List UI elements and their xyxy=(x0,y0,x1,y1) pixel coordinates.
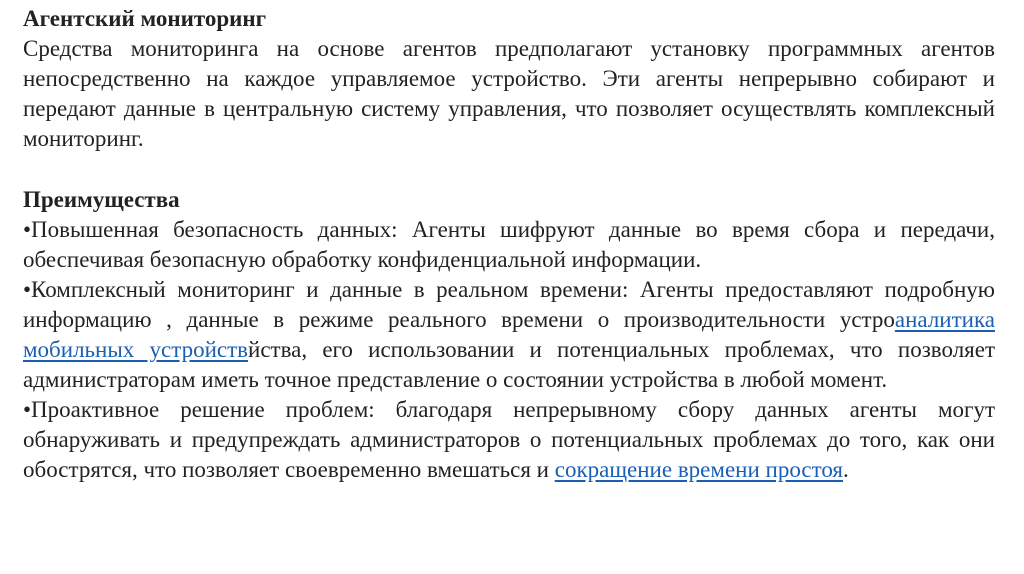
mobile-analytics-link[interactable]: аналитика мобильных устройств xyxy=(23,307,995,362)
bullet-text-before: •Комплексный мониторинг и данные в реальном времени: Агенты предоставляют подробную информацию , данные в режиме реального времени о производительности устро xyxy=(23,277,995,332)
section-title-advantages: Преимущества xyxy=(23,187,180,212)
bullet-text-after: йства, его использовании и потенциальных проблемах, что позволяет администраторам иметь точное представление о состоянии устройства в любой момент. xyxy=(23,337,996,392)
section-spacer xyxy=(23,154,995,185)
bullet-item-proactive-resolution xyxy=(23,395,995,485)
downtime-reduction-link[interactable]: сокращение времени простоя xyxy=(554,457,843,482)
bullet-item-data-security xyxy=(23,215,995,275)
bullet-text-before: •Проактивное решение проблем: благодаря непрерывному сбору данных агенты могут обнаруживать и предупреждать администраторов о потенциальных проблемах до того, как они обострятся, что позволяет своевременно вмешаться и xyxy=(23,397,995,482)
bullet-item-realtime-monitoring xyxy=(23,275,995,395)
section-title-agent-monitoring: Агентский мониторинг xyxy=(23,6,267,31)
document-body xyxy=(23,4,995,485)
section-paragraph-agent-monitoring: Средства мониторинга на основе агентов предполагают установку программных агентов непосредственно на каждое управляемое устройство. Эти агенты непрерывно собирают и передают данные в центральную систему управления, что позволяет осуществлять комплексный мониторинг. xyxy=(23,36,995,151)
bullet-text: •Повышенная безопасность данных: Агенты шифруют данные во время сбора и передачи, обеспечивая безопасную обработку конфиденциальной информации. xyxy=(23,217,995,272)
bullet-text-after: . xyxy=(843,457,849,482)
